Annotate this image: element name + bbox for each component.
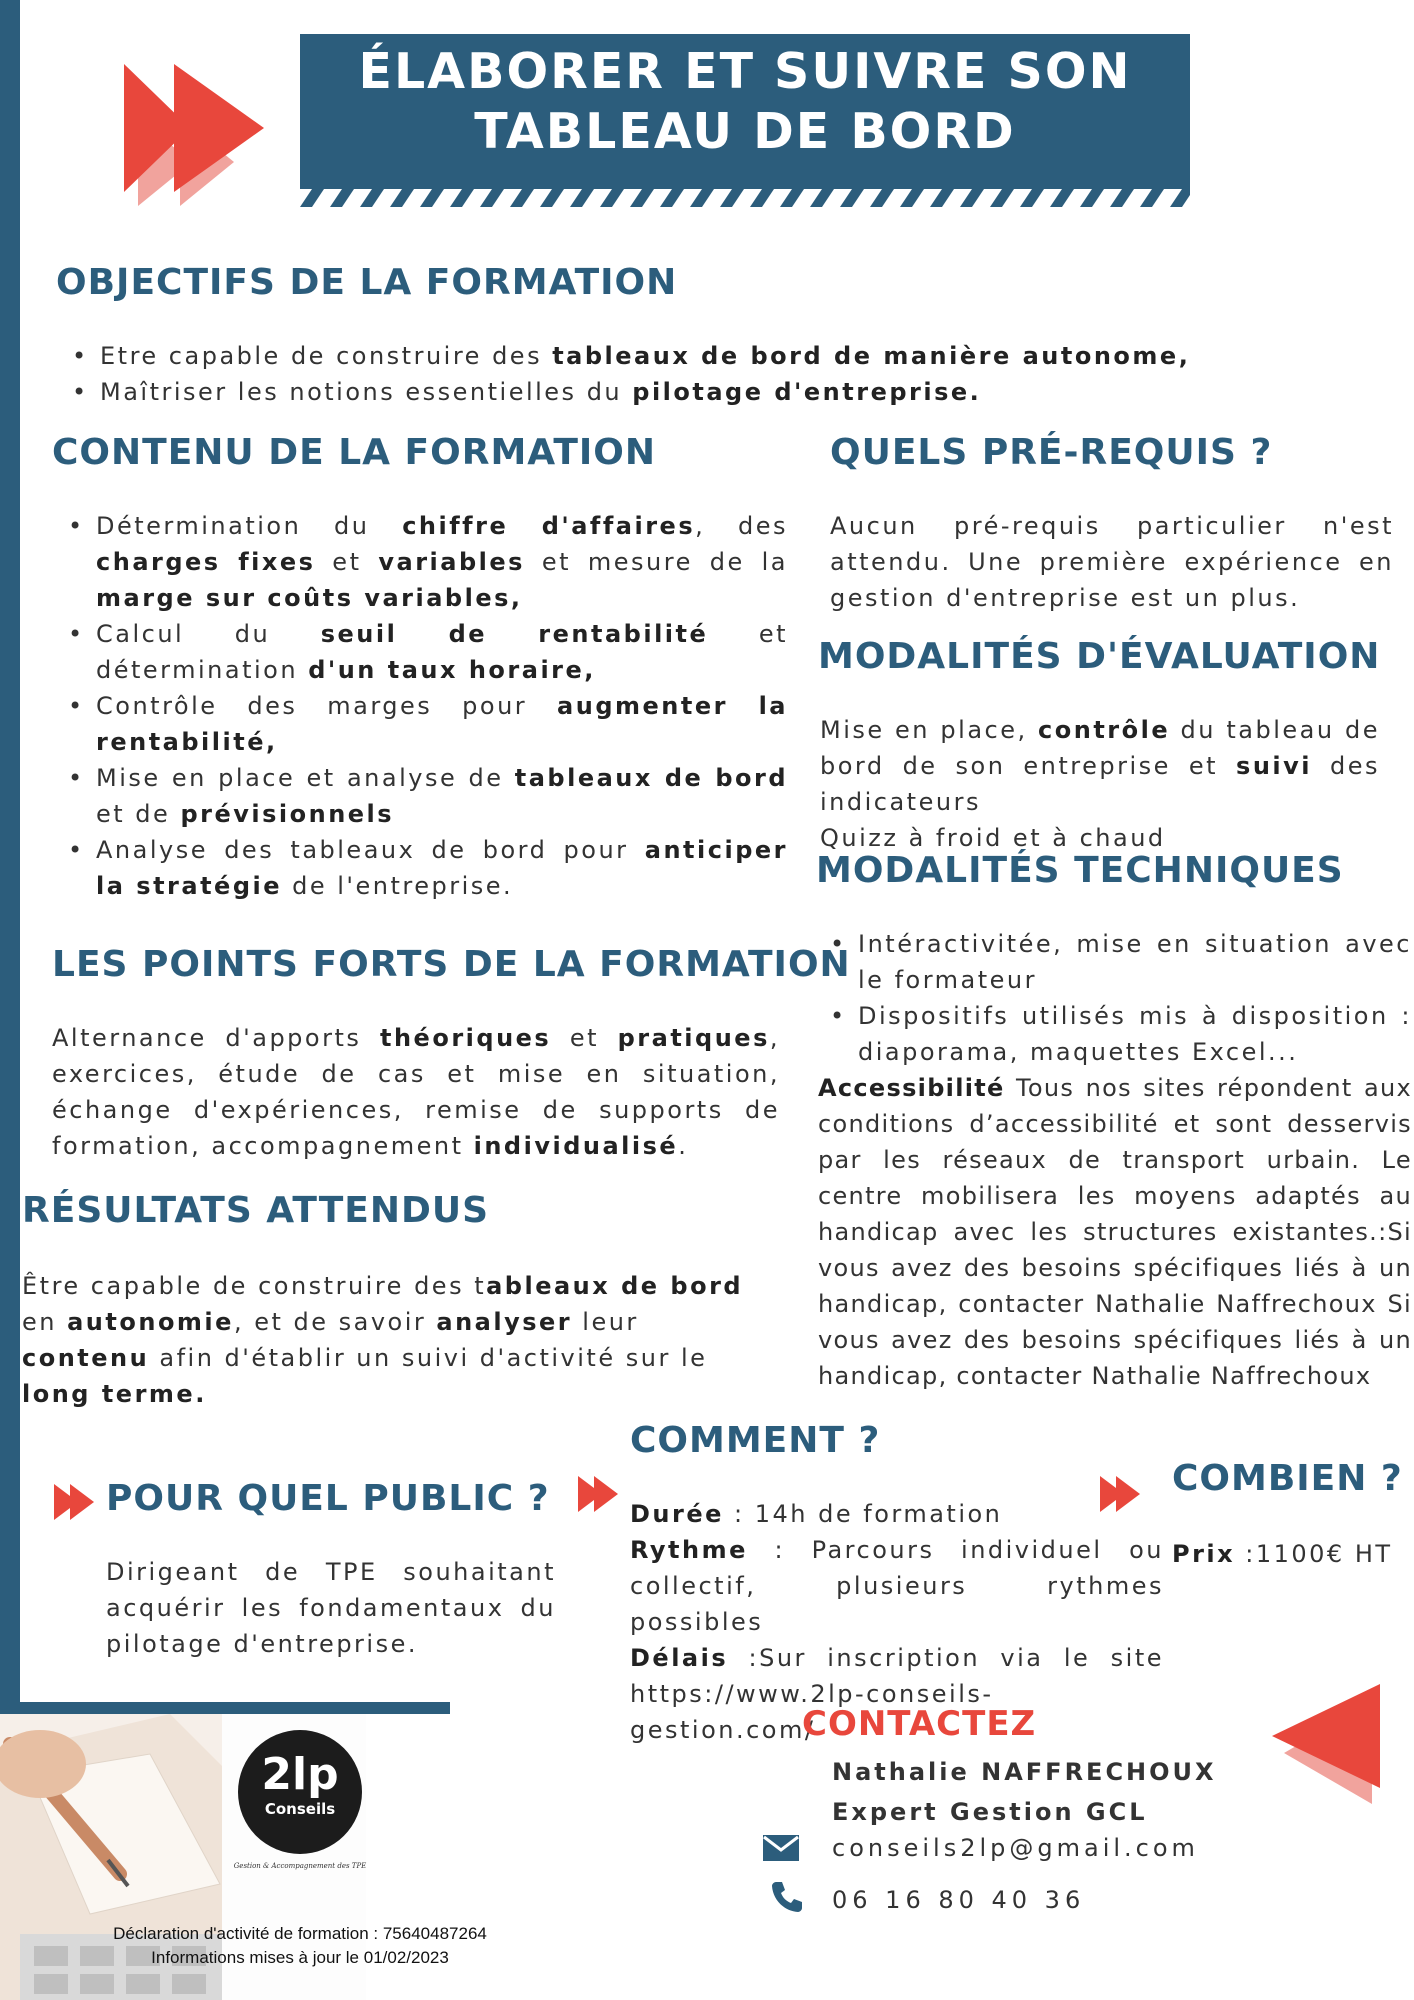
points-forts-heading: LES POINTS FORTS DE LA FORMATION: [52, 944, 851, 985]
title-line-1: ÉLABORER ET SUIVRE SON: [358, 43, 1132, 100]
phone-icon: [770, 1880, 804, 1914]
list-item: • Etre capable de construire des tableaux de bord de manière autonome,: [100, 338, 1340, 374]
contact-heading: CONTACTEZ: [802, 1704, 1037, 1744]
quizz-text: Quizz à froid et à chaud: [820, 824, 1166, 852]
bottom-accent-bar: [0, 1702, 450, 1714]
comment-heading: COMMENT ?: [630, 1420, 881, 1461]
play-arrow-icon: [578, 1474, 620, 1514]
rewind-arrows-icon: [1262, 1682, 1388, 1808]
combien-heading: COMBIEN ?: [1172, 1458, 1403, 1499]
logo: [238, 1730, 362, 1854]
play-arrow-icon: [1100, 1474, 1142, 1514]
techniques-block: [818, 926, 1412, 1394]
points-forts-text: Alternance d'apports théoriques et pratiques, exercices, étude de cas et mise en situation, échange d'expériences, remise de supports de formation, accompagnement individualisé.: [52, 1024, 781, 1160]
objectifs-heading: OBJECTIFS DE LA FORMATION: [56, 262, 678, 303]
objectifs-list: [60, 338, 1340, 410]
techniques-heading: MODALITÉS TECHNIQUES: [816, 850, 1344, 891]
contact-role: Expert Gestion GCL: [832, 1798, 1148, 1826]
mail-icon: [762, 1834, 800, 1862]
list-item: • Dispositifs utilisés mis à disposition : diaporama, maquettes Excel...: [858, 998, 1412, 1070]
logo-tagline: Gestion & Accompagnement des TPE: [233, 1862, 367, 1870]
page-title: [300, 42, 1190, 162]
list-item: • Maîtriser les notions essentielles du pilotage d'entreprise.: [100, 374, 1340, 410]
left-accent-bar: [0, 0, 20, 1710]
logo-main-text: 2lp: [261, 1749, 339, 1800]
footer-declaration: Déclaration d'activité de formation : 75640487264: [113, 1924, 487, 1943]
contenu-list: [56, 508, 788, 904]
footer: [60, 1922, 540, 1970]
title-line-2: TABLEAU DE BORD: [474, 103, 1016, 160]
contact-person: [832, 1752, 1272, 1832]
list-item: • Mise en place et analyse de tableaux de bord et de prévisionnels: [96, 760, 788, 832]
contenu-heading: CONTENU DE LA FORMATION: [52, 432, 657, 473]
evaluation-text: Mise en place, contrôle du tableau de bord de son entreprise et suivi des indicateurs Quizz à froid et à chaud: [820, 712, 1380, 856]
contact-phone[interactable]: 06 16 80 40 36: [832, 1886, 1086, 1914]
evaluation-heading: MODALITÉS D'ÉVALUATION: [818, 636, 1381, 677]
list-item: • Analyse des tableaux de bord pour anticiper la stratégie de l'entreprise.: [96, 832, 788, 904]
public-text: Dirigeant de TPE souhaitant acquérir les fondamentaux du pilotage d'entreprise.: [106, 1558, 556, 1658]
contact-email[interactable]: conseils2lp@gmail.com: [832, 1834, 1199, 1862]
prerequis-heading: QUELS PRÉ-REQUIS ?: [830, 432, 1273, 473]
list-item: • Intéractivitée, mise en situation avec le formateur: [858, 926, 1412, 998]
play-arrows-icon: [118, 60, 278, 220]
prerequis-text: Aucun pré-requis particulier n'est attendu. Une première expérience en gestion d'entreprise est un plus.: [830, 512, 1394, 612]
list-item: • Calcul du seuil de rentabilité et détermination d'un taux horaire,: [96, 616, 788, 688]
list-item: • Contrôle des marges pour augmenter la rentabilité,: [96, 688, 788, 760]
list-item: • Détermination du chiffre d'affaires, des charges fixes et variables et mesure de la marge sur coûts variables,: [96, 508, 788, 616]
resultats-heading: RÉSULTATS ATTENDUS: [22, 1190, 490, 1231]
resultats-text: Être capable de construire des tableaux de bord en autonomie, et de savoir analyser leur contenu afin d'établir un suivi d'activité sur le long terme.: [22, 1272, 744, 1408]
public-heading: POUR QUEL PUBLIC ?: [106, 1478, 550, 1519]
combien-text: Prix :1100€ HT: [1172, 1540, 1393, 1568]
contact-name: Nathalie NAFFRECHOUX: [832, 1758, 1217, 1786]
title-stripes: [300, 189, 1190, 207]
accessibility-text: Accessibilité Tous nos sites répondent aux conditions d’accessibilité et sont desservis par les réseaux de transport urbain. Le centre mobilisera les moyens adaptés au handicap avec les structures existantes.:Si vous avez des besoins spécifiques liés à un handicap, contacter Nathalie Naffrechoux Si vous avez des besoins spécifiques liés à un handicap, contacter Nathalie Naffrechoux: [818, 1074, 1412, 1390]
comment-text: Durée : 14h de formation Rythme : Parcours individuel ou collectif, plusieurs rythmes possibles Délais :Sur inscription via le site https://www.2lp-conseils-gestion.com/: [630, 1500, 1164, 1744]
play-arrow-icon: [54, 1482, 96, 1522]
logo-sub-text: Conseils: [264, 1800, 336, 1818]
footer-update: Informations mises à jour le 01/02/2023: [151, 1948, 449, 1967]
